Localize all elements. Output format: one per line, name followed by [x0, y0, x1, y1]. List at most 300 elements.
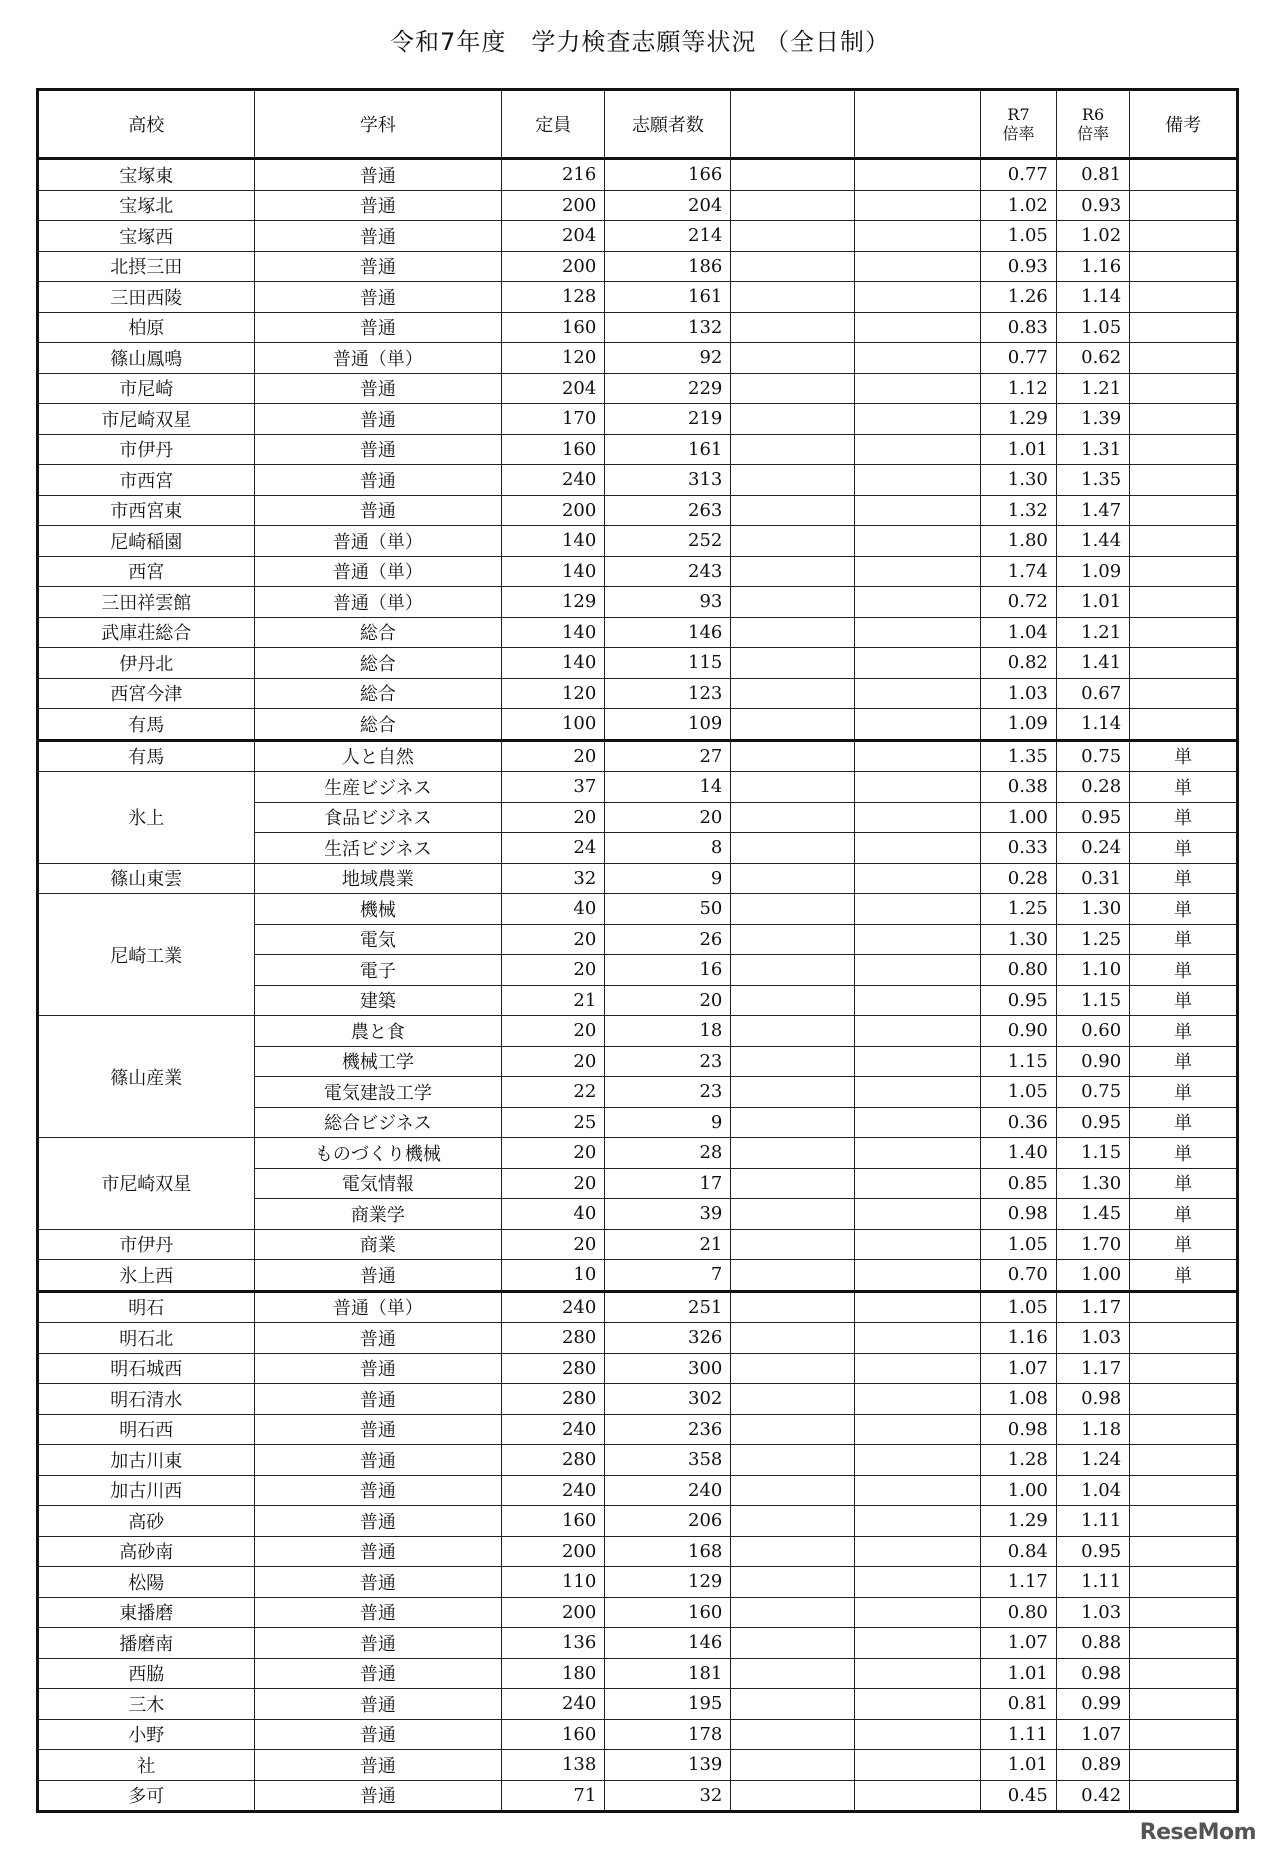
table-row — [38, 1138, 1238, 1169]
table-row — [38, 282, 1238, 313]
cell-capacity: 140 — [502, 526, 605, 557]
cell-dept: 建築 — [254, 985, 502, 1016]
cell-blank — [731, 587, 855, 618]
cell-dept: 総合 — [254, 648, 502, 679]
cell-dept: 電気 — [254, 924, 502, 955]
cell-applicants: 23 — [605, 1046, 731, 1077]
cell-blank — [855, 1658, 981, 1689]
cell-r7-ratio: 1.07 — [981, 1628, 1057, 1659]
cell-r7-ratio: 0.45 — [981, 1780, 1057, 1812]
cell-note: 単 — [1130, 802, 1238, 833]
cell-blank — [731, 1016, 855, 1047]
cell-capacity: 20 — [502, 1229, 605, 1260]
cell-school: 宝塚東 — [38, 159, 255, 191]
cell-dept: 普通 — [254, 1536, 502, 1567]
table-row — [38, 190, 1238, 221]
cell-capacity: 129 — [502, 587, 605, 618]
cell-dept: 普通 — [254, 1780, 502, 1812]
cell-applicants: 252 — [605, 526, 731, 557]
cell-blank — [731, 404, 855, 435]
cell-school: 松陽 — [38, 1567, 255, 1598]
cell-capacity: 200 — [502, 495, 605, 526]
cell-blank — [731, 526, 855, 557]
cell-blank — [855, 678, 981, 709]
cell-capacity: 22 — [502, 1077, 605, 1108]
cell-dept: 普通 — [254, 1384, 502, 1415]
cell-note: 単 — [1130, 772, 1238, 803]
table-row — [38, 1291, 1238, 1323]
cell-capacity: 24 — [502, 833, 605, 864]
header-blank-1 — [731, 90, 855, 159]
cell-capacity: 170 — [502, 404, 605, 435]
table-row — [38, 863, 1238, 894]
cell-blank — [855, 1138, 981, 1169]
cell-r7-ratio: 1.16 — [981, 1323, 1057, 1354]
table-row — [38, 1384, 1238, 1415]
cell-applicants: 132 — [605, 312, 731, 343]
cell-r7-ratio: 1.15 — [981, 1046, 1057, 1077]
cell-r6-ratio: 1.00 — [1056, 1260, 1129, 1292]
cell-blank — [855, 863, 981, 894]
cell-capacity: 20 — [502, 955, 605, 986]
table-row — [38, 1567, 1238, 1598]
cell-r6-ratio: 1.14 — [1056, 282, 1129, 313]
cell-capacity: 160 — [502, 1506, 605, 1537]
cell-school: 市西宮 — [38, 465, 255, 496]
cell-r7-ratio: 1.05 — [981, 1229, 1057, 1260]
cell-r6-ratio: 1.01 — [1056, 587, 1129, 618]
cell-blank — [855, 404, 981, 435]
table-row — [38, 648, 1238, 679]
cell-r7-ratio: 1.03 — [981, 678, 1057, 709]
cell-school: 高砂 — [38, 1506, 255, 1537]
cell-note — [1130, 343, 1238, 374]
cell-r6-ratio: 1.30 — [1056, 894, 1129, 925]
cell-capacity: 240 — [502, 1689, 605, 1720]
cell-blank — [731, 740, 855, 772]
cell-school: 播磨南 — [38, 1628, 255, 1659]
cell-r7-ratio: 1.05 — [981, 1291, 1057, 1323]
watermark-logo: ReseMom — [1139, 1820, 1256, 1845]
cell-r6-ratio: 0.24 — [1056, 833, 1129, 864]
cell-blank — [855, 312, 981, 343]
cell-dept: 商業学 — [254, 1199, 502, 1230]
cell-dept: 普通（単） — [254, 1291, 502, 1323]
cell-r6-ratio: 1.44 — [1056, 526, 1129, 557]
cell-school: 柏原 — [38, 312, 255, 343]
cell-r6-ratio: 1.14 — [1056, 709, 1129, 741]
cell-note: 単 — [1130, 1229, 1238, 1260]
cell-dept: 普通 — [254, 251, 502, 282]
cell-note: 単 — [1130, 985, 1238, 1016]
cell-r7-ratio: 1.35 — [981, 740, 1057, 772]
cell-r7-ratio: 0.77 — [981, 159, 1057, 191]
cell-note — [1130, 1719, 1238, 1750]
cell-school: 氷上西 — [38, 1260, 255, 1292]
cell-r6-ratio: 1.17 — [1056, 1291, 1129, 1323]
cell-blank — [855, 894, 981, 925]
cell-applicants: 18 — [605, 1016, 731, 1047]
cell-capacity: 20 — [502, 1138, 605, 1169]
cell-r6-ratio: 1.41 — [1056, 648, 1129, 679]
cell-r6-ratio: 1.45 — [1056, 1199, 1129, 1230]
cell-r6-ratio: 0.88 — [1056, 1628, 1129, 1659]
cell-blank — [855, 1445, 981, 1476]
cell-capacity: 160 — [502, 1719, 605, 1750]
table-row — [38, 526, 1238, 557]
cell-capacity: 160 — [502, 434, 605, 465]
cell-note: 単 — [1130, 1107, 1238, 1138]
cell-capacity: 204 — [502, 221, 605, 252]
cell-note — [1130, 1536, 1238, 1567]
cell-dept: 普通 — [254, 1475, 502, 1506]
cell-note — [1130, 1780, 1238, 1812]
cell-r6-ratio: 1.30 — [1056, 1168, 1129, 1199]
cell-note: 単 — [1130, 1199, 1238, 1230]
cell-note — [1130, 190, 1238, 221]
cell-capacity: 200 — [502, 190, 605, 221]
cell-r6-ratio: 1.18 — [1056, 1414, 1129, 1445]
cell-applicants: 178 — [605, 1719, 731, 1750]
cell-capacity: 240 — [502, 1414, 605, 1445]
table-body — [38, 159, 1238, 1812]
cell-r6-ratio: 1.04 — [1056, 1475, 1129, 1506]
cell-blank — [731, 343, 855, 374]
cell-applicants: 26 — [605, 924, 731, 955]
cell-capacity: 25 — [502, 1107, 605, 1138]
cell-blank — [855, 587, 981, 618]
cell-note — [1130, 1475, 1238, 1506]
cell-r7-ratio: 1.04 — [981, 617, 1057, 648]
cell-blank — [855, 740, 981, 772]
cell-r6-ratio: 1.35 — [1056, 465, 1129, 496]
cell-r7-ratio: 0.85 — [981, 1168, 1057, 1199]
cell-school: 西宮今津 — [38, 678, 255, 709]
cell-blank — [855, 802, 981, 833]
cell-capacity: 20 — [502, 1046, 605, 1077]
cell-applicants: 326 — [605, 1323, 731, 1354]
cell-school: 宝塚西 — [38, 221, 255, 252]
header-dept: 学科 — [254, 90, 502, 159]
cell-school: 高砂南 — [38, 1536, 255, 1567]
cell-blank — [731, 1384, 855, 1415]
cell-r6-ratio: 0.67 — [1056, 678, 1129, 709]
cell-r7-ratio: 1.05 — [981, 221, 1057, 252]
cell-blank — [731, 312, 855, 343]
cell-capacity: 20 — [502, 1168, 605, 1199]
cell-blank — [855, 1291, 981, 1323]
cell-blank — [731, 678, 855, 709]
cell-note — [1130, 556, 1238, 587]
cell-r6-ratio: 1.15 — [1056, 1138, 1129, 1169]
cell-applicants: 16 — [605, 955, 731, 986]
cell-school: 北摂三田 — [38, 251, 255, 282]
cell-r7-ratio: 1.00 — [981, 1475, 1057, 1506]
table-row — [38, 1689, 1238, 1720]
cell-r6-ratio: 0.93 — [1056, 190, 1129, 221]
cell-applicants: 27 — [605, 740, 731, 772]
cell-blank — [731, 802, 855, 833]
cell-note: 単 — [1130, 955, 1238, 986]
cell-dept: 普通 — [254, 1506, 502, 1537]
cell-note — [1130, 312, 1238, 343]
cell-blank — [855, 772, 981, 803]
cell-note: 単 — [1130, 1016, 1238, 1047]
cell-r7-ratio: 1.01 — [981, 1750, 1057, 1781]
cell-r6-ratio: 0.60 — [1056, 1016, 1129, 1047]
cell-capacity: 204 — [502, 373, 605, 404]
cell-blank — [855, 1689, 981, 1720]
cell-blank — [855, 1260, 981, 1292]
cell-blank — [855, 617, 981, 648]
header-school: 高校 — [38, 90, 255, 159]
cell-note — [1130, 1291, 1238, 1323]
cell-applicants: 21 — [605, 1229, 731, 1260]
cell-applicants: 219 — [605, 404, 731, 435]
cell-capacity: 280 — [502, 1445, 605, 1476]
cell-blank — [855, 526, 981, 557]
table-row — [38, 556, 1238, 587]
cell-applicants: 243 — [605, 556, 731, 587]
table-row — [38, 1445, 1238, 1476]
cell-capacity: 20 — [502, 740, 605, 772]
cell-blank — [731, 1046, 855, 1077]
cell-r7-ratio: 1.40 — [981, 1138, 1057, 1169]
cell-capacity: 120 — [502, 343, 605, 374]
header-r7-ratio: R7 倍率 — [981, 90, 1057, 159]
cell-capacity: 10 — [502, 1260, 605, 1292]
cell-applicants: 7 — [605, 1260, 731, 1292]
table-row — [38, 1506, 1238, 1537]
cell-dept: 普通 — [254, 1689, 502, 1720]
cell-dept: 普通 — [254, 1414, 502, 1445]
cell-r7-ratio: 0.95 — [981, 985, 1057, 1016]
cell-r7-ratio: 0.70 — [981, 1260, 1057, 1292]
cell-applicants: 17 — [605, 1168, 731, 1199]
cell-blank — [855, 1016, 981, 1047]
cell-r7-ratio: 0.83 — [981, 312, 1057, 343]
cell-dept: 普通（単） — [254, 587, 502, 618]
table-row — [38, 1323, 1238, 1354]
cell-blank — [731, 1323, 855, 1354]
cell-capacity: 110 — [502, 1567, 605, 1598]
cell-dept: 電子 — [254, 955, 502, 986]
cell-blank — [731, 1506, 855, 1537]
cell-school: 市尼崎双星 — [38, 404, 255, 435]
cell-r6-ratio: 0.28 — [1056, 772, 1129, 803]
cell-applicants: 50 — [605, 894, 731, 925]
cell-blank — [855, 1077, 981, 1108]
header-capacity: 定員 — [502, 90, 605, 159]
cell-note — [1130, 373, 1238, 404]
cell-r6-ratio: 0.75 — [1056, 740, 1129, 772]
cell-note — [1130, 1689, 1238, 1720]
cell-r6-ratio: 0.81 — [1056, 159, 1129, 191]
cell-r7-ratio: 0.98 — [981, 1414, 1057, 1445]
table-row — [38, 404, 1238, 435]
cell-r6-ratio: 1.10 — [1056, 955, 1129, 986]
cell-r6-ratio: 1.31 — [1056, 434, 1129, 465]
cell-dept: 普通 — [254, 159, 502, 191]
cell-blank — [731, 1750, 855, 1781]
cell-r6-ratio: 1.70 — [1056, 1229, 1129, 1260]
cell-r6-ratio: 0.89 — [1056, 1750, 1129, 1781]
table-row — [38, 617, 1238, 648]
cell-capacity: 216 — [502, 159, 605, 191]
cell-blank — [855, 343, 981, 374]
cell-blank — [855, 434, 981, 465]
cell-r6-ratio: 1.39 — [1056, 404, 1129, 435]
cell-r6-ratio: 1.24 — [1056, 1445, 1129, 1476]
cell-dept: 地域農業 — [254, 863, 502, 894]
cell-dept: 普通（単） — [254, 343, 502, 374]
cell-blank — [731, 1229, 855, 1260]
cell-r7-ratio: 1.29 — [981, 404, 1057, 435]
cell-r7-ratio: 1.28 — [981, 1445, 1057, 1476]
cell-capacity: 20 — [502, 924, 605, 955]
cell-applicants: 23 — [605, 1077, 731, 1108]
cell-note — [1130, 1567, 1238, 1598]
cell-blank — [731, 709, 855, 741]
cell-school: 明石北 — [38, 1323, 255, 1354]
cell-capacity: 20 — [502, 1016, 605, 1047]
cell-note — [1130, 1628, 1238, 1659]
cell-school: 三田西陵 — [38, 282, 255, 313]
cell-capacity: 120 — [502, 678, 605, 709]
cell-blank — [731, 159, 855, 191]
cell-dept: 機械工学 — [254, 1046, 502, 1077]
cell-school: 尼崎稲園 — [38, 526, 255, 557]
cell-capacity: 20 — [502, 802, 605, 833]
cell-dept: 普通 — [254, 1597, 502, 1628]
cell-school: 市西宮東 — [38, 495, 255, 526]
cell-dept: 普通 — [254, 1260, 502, 1292]
cell-dept: 普通 — [254, 1628, 502, 1659]
cell-school: 市尼崎双星 — [38, 1138, 255, 1230]
cell-blank — [855, 1199, 981, 1230]
cell-note — [1130, 1658, 1238, 1689]
table-row — [38, 373, 1238, 404]
cell-blank — [731, 373, 855, 404]
cell-applicants: 109 — [605, 709, 731, 741]
page-title: 令和7年度 学力検査志願等状況 （全日制） — [390, 28, 890, 56]
cell-r6-ratio: 0.98 — [1056, 1384, 1129, 1415]
cell-dept: 商業 — [254, 1229, 502, 1260]
cell-blank — [855, 159, 981, 191]
cell-capacity: 136 — [502, 1628, 605, 1659]
cell-dept: 普通 — [254, 282, 502, 313]
cell-note — [1130, 617, 1238, 648]
cell-dept: 農と食 — [254, 1016, 502, 1047]
cell-note — [1130, 1323, 1238, 1354]
cell-r7-ratio: 1.26 — [981, 282, 1057, 313]
cell-applicants: 313 — [605, 465, 731, 496]
cell-capacity: 280 — [502, 1353, 605, 1384]
cell-blank — [731, 833, 855, 864]
cell-r7-ratio: 0.81 — [981, 1689, 1057, 1720]
cell-blank — [731, 1536, 855, 1567]
cell-blank — [855, 1046, 981, 1077]
cell-blank — [731, 1353, 855, 1384]
cell-r6-ratio: 0.95 — [1056, 1536, 1129, 1567]
cell-school: 尼崎工業 — [38, 894, 255, 1016]
header-r6-ratio: R6 倍率 — [1056, 90, 1129, 159]
cell-applicants: 168 — [605, 1536, 731, 1567]
cell-note — [1130, 587, 1238, 618]
cell-capacity: 180 — [502, 1658, 605, 1689]
cell-blank — [855, 190, 981, 221]
table-row — [38, 1229, 1238, 1260]
cell-capacity: 240 — [502, 1475, 605, 1506]
cell-blank — [855, 1750, 981, 1781]
table-row — [38, 894, 1238, 925]
cell-applicants: 93 — [605, 587, 731, 618]
cell-school: 篠山東雲 — [38, 863, 255, 894]
cell-note — [1130, 526, 1238, 557]
table-row — [38, 678, 1238, 709]
cell-blank — [731, 924, 855, 955]
cell-blank — [731, 221, 855, 252]
cell-r7-ratio: 0.82 — [981, 648, 1057, 679]
cell-capacity: 140 — [502, 556, 605, 587]
cell-dept: 電気建設工学 — [254, 1077, 502, 1108]
cell-blank — [855, 1780, 981, 1812]
cell-capacity: 100 — [502, 709, 605, 741]
cell-school: 市尼崎 — [38, 373, 255, 404]
cell-applicants: 146 — [605, 1628, 731, 1659]
cell-r6-ratio: 0.99 — [1056, 1689, 1129, 1720]
cell-r7-ratio: 0.84 — [981, 1536, 1057, 1567]
cell-blank — [731, 434, 855, 465]
table-row — [38, 772, 1238, 803]
cell-r6-ratio: 0.90 — [1056, 1046, 1129, 1077]
cell-blank — [731, 1445, 855, 1476]
cell-r7-ratio: 1.01 — [981, 434, 1057, 465]
cell-note: 単 — [1130, 1077, 1238, 1108]
cell-note — [1130, 495, 1238, 526]
cell-blank — [855, 1323, 981, 1354]
cell-blank — [855, 1597, 981, 1628]
cell-dept: 普通 — [254, 190, 502, 221]
cell-dept: 人と自然 — [254, 740, 502, 772]
cell-blank — [855, 1506, 981, 1537]
cell-r6-ratio: 1.21 — [1056, 617, 1129, 648]
cell-note — [1130, 159, 1238, 191]
cell-blank — [731, 1475, 855, 1506]
cell-capacity: 140 — [502, 648, 605, 679]
applications-table — [36, 88, 1239, 1813]
cell-school: 三田祥雲館 — [38, 587, 255, 618]
cell-blank — [855, 648, 981, 679]
cell-r6-ratio: 1.21 — [1056, 373, 1129, 404]
cell-r7-ratio: 1.00 — [981, 802, 1057, 833]
cell-blank — [731, 955, 855, 986]
cell-r6-ratio: 0.62 — [1056, 343, 1129, 374]
cell-applicants: 123 — [605, 678, 731, 709]
table-row — [38, 1719, 1238, 1750]
cell-applicants: 20 — [605, 802, 731, 833]
cell-blank — [731, 894, 855, 925]
cell-applicants: 300 — [605, 1353, 731, 1384]
cell-dept: 機械 — [254, 894, 502, 925]
cell-school: 社 — [38, 1750, 255, 1781]
cell-applicants: 229 — [605, 373, 731, 404]
cell-dept: 普通 — [254, 434, 502, 465]
cell-school: 明石 — [38, 1291, 255, 1323]
cell-applicants: 358 — [605, 1445, 731, 1476]
cell-r6-ratio: 0.75 — [1056, 1077, 1129, 1108]
cell-applicants: 8 — [605, 833, 731, 864]
